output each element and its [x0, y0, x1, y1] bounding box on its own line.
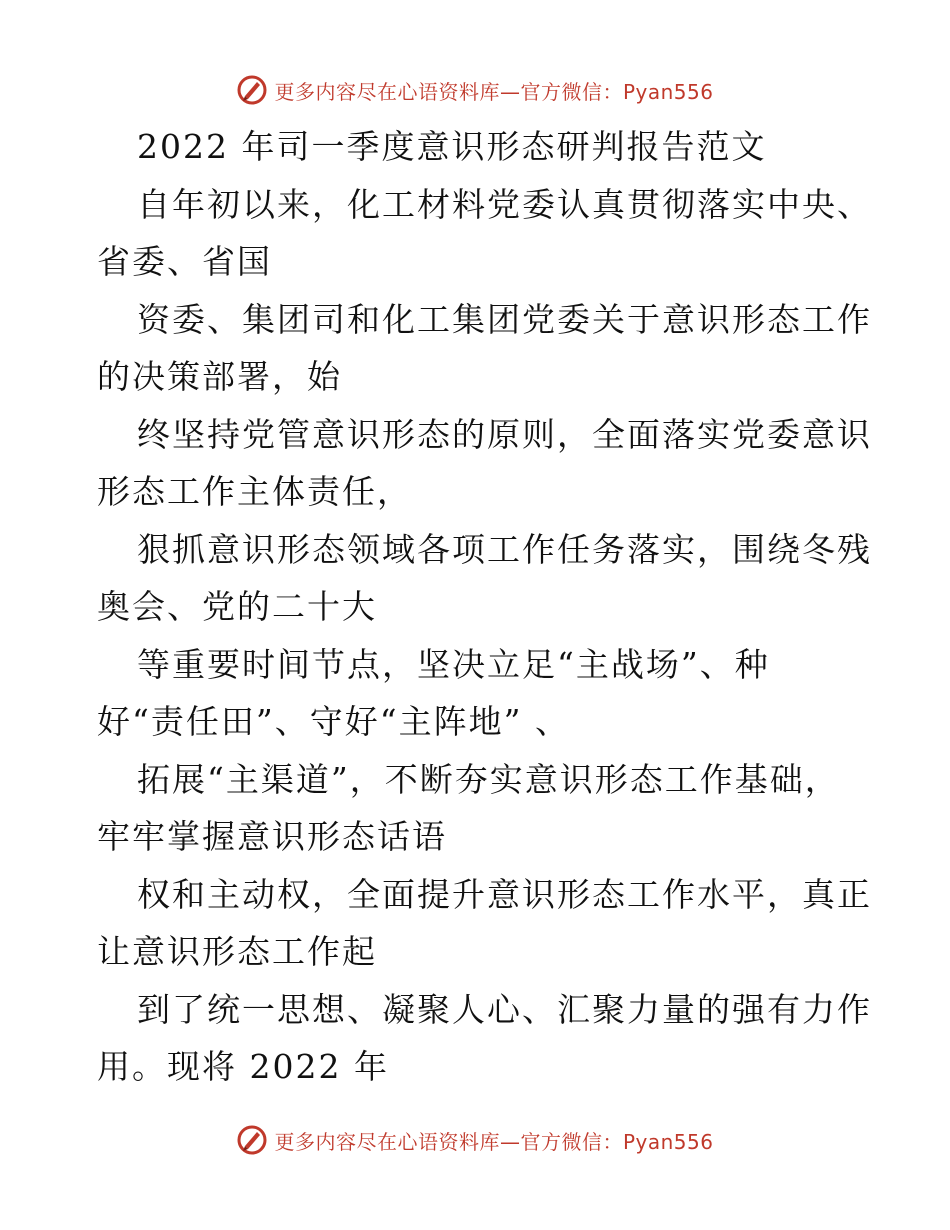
paragraph-line: 形态工作主体责任， [97, 472, 412, 511]
paragraph-line: 让意识形态工作起 [97, 932, 377, 971]
paragraph-line: 的决策部署，始 [97, 357, 342, 396]
paragraph-line: 资委、集团司和化工集团党委关于意识形态工作 [137, 299, 872, 339]
paragraph-line: 权和主动权，全面提升意识形态工作水平，真正 [137, 874, 872, 914]
paragraph-line: 省委、省国 [97, 242, 272, 281]
paragraph-line: 自年初以来，化工材料党委认真贯彻落实中央、 [137, 184, 872, 224]
footer-banner [0, 1120, 950, 1160]
footer-banner-text: 更多内容尽在心语资料库—官方微信：Pyan556 [274, 1129, 714, 1154]
paragraph-line: 终坚持党管意识形态的原则，全面落实党委意识 [137, 414, 872, 454]
document-title: 2022 年司一季度意识形态研判报告范文 [137, 127, 767, 166]
paragraph-line: 好“责任田”、守好“主阵地” 、 [97, 702, 570, 741]
paragraph-line: 奥会、党的二十大 [97, 587, 377, 626]
paragraph-line: 狠抓意识形态领域各项工作任务落实，围绕冬残 [137, 529, 872, 569]
quill-pen-logo-icon [236, 1124, 268, 1156]
paragraph-line: 到了统一思想、凝聚人心、汇聚力量的强有力作 [137, 989, 872, 1029]
paragraph-line: 用。现将 2022 年 [97, 1047, 389, 1086]
header-banner-text: 更多内容尽在心语资料库—官方微信：Pyan556 [274, 79, 714, 104]
document-body [97, 118, 872, 1096]
paragraph-line: 等重要时间节点，坚决立足“主战场”、种 [137, 644, 770, 684]
quill-pen-logo-icon [236, 74, 268, 106]
header-banner [0, 70, 950, 110]
paragraph-line: 拓展“主渠道”，不断夯实意识形态工作基础， [137, 759, 840, 799]
paragraph-line: 牢牢掌握意识形态话语 [97, 817, 447, 856]
